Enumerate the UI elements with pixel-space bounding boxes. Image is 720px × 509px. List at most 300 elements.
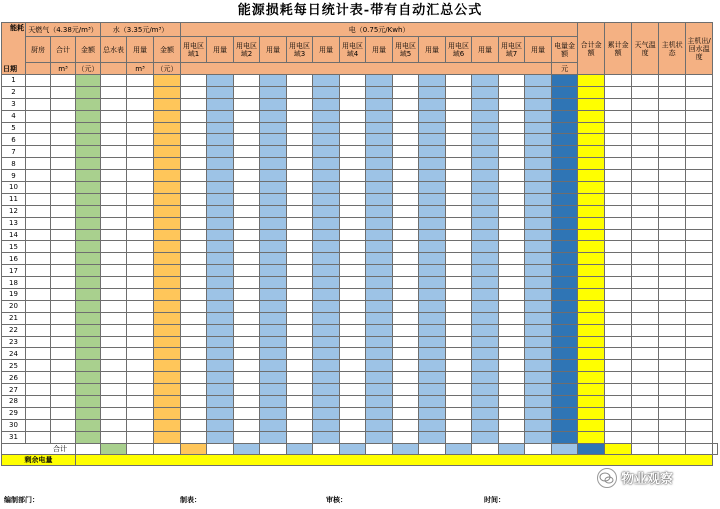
- data-cell[interactable]: [659, 277, 686, 289]
- data-cell[interactable]: [446, 384, 472, 396]
- data-cell[interactable]: [605, 289, 632, 301]
- data-cell[interactable]: [101, 158, 127, 170]
- data-cell[interactable]: [419, 407, 446, 419]
- data-cell[interactable]: [686, 324, 713, 336]
- data-cell[interactable]: [154, 134, 181, 146]
- data-cell[interactable]: [366, 193, 393, 205]
- data-cell[interactable]: [181, 98, 207, 110]
- data-cell[interactable]: [51, 146, 76, 158]
- data-cell[interactable]: [578, 396, 605, 408]
- data-cell[interactable]: [578, 360, 605, 372]
- data-cell[interactable]: [51, 110, 76, 122]
- data-cell[interactable]: [340, 134, 366, 146]
- data-cell[interactable]: [127, 419, 154, 431]
- data-cell[interactable]: [154, 360, 181, 372]
- data-cell[interactable]: [313, 431, 340, 443]
- data-cell[interactable]: [552, 98, 578, 110]
- data-cell[interactable]: [340, 431, 366, 443]
- data-cell[interactable]: [525, 75, 552, 87]
- data-cell[interactable]: [287, 300, 313, 312]
- data-cell[interactable]: [207, 336, 234, 348]
- data-cell[interactable]: [552, 122, 578, 134]
- data-cell[interactable]: [525, 324, 552, 336]
- data-cell[interactable]: [313, 110, 340, 122]
- data-cell[interactable]: [76, 158, 101, 170]
- data-cell[interactable]: [340, 419, 366, 431]
- data-cell[interactable]: [605, 419, 632, 431]
- data-cell[interactable]: [446, 312, 472, 324]
- data-cell[interactable]: [260, 193, 287, 205]
- data-cell[interactable]: [632, 193, 659, 205]
- data-cell[interactable]: [499, 241, 525, 253]
- data-cell[interactable]: [605, 336, 632, 348]
- data-cell[interactable]: [605, 396, 632, 408]
- data-cell[interactable]: [76, 205, 101, 217]
- data-cell[interactable]: [525, 134, 552, 146]
- data-cell[interactable]: [499, 229, 525, 241]
- data-cell[interactable]: [393, 134, 419, 146]
- data-cell[interactable]: [686, 265, 713, 277]
- data-cell[interactable]: [605, 193, 632, 205]
- data-cell[interactable]: [552, 419, 578, 431]
- data-cell[interactable]: [552, 431, 578, 443]
- data-cell[interactable]: [340, 277, 366, 289]
- data-cell[interactable]: [287, 336, 313, 348]
- data-cell[interactable]: [260, 122, 287, 134]
- data-cell[interactable]: [499, 110, 525, 122]
- data-cell[interactable]: [76, 86, 101, 98]
- data-cell[interactable]: [393, 300, 419, 312]
- data-cell[interactable]: [578, 277, 605, 289]
- data-cell[interactable]: [393, 384, 419, 396]
- data-cell[interactable]: [499, 396, 525, 408]
- data-cell[interactable]: [686, 384, 713, 396]
- data-cell[interactable]: [578, 158, 605, 170]
- data-cell[interactable]: [76, 110, 101, 122]
- data-cell[interactable]: [472, 170, 499, 182]
- data-cell[interactable]: [234, 312, 260, 324]
- data-cell[interactable]: [659, 312, 686, 324]
- data-cell[interactable]: [101, 372, 127, 384]
- data-cell[interactable]: [76, 122, 101, 134]
- data-cell[interactable]: [127, 182, 154, 194]
- data-cell[interactable]: [446, 86, 472, 98]
- data-cell[interactable]: [154, 348, 181, 360]
- total-cell[interactable]: [313, 443, 340, 454]
- data-cell[interactable]: [287, 193, 313, 205]
- data-cell[interactable]: [472, 265, 499, 277]
- data-cell[interactable]: [686, 419, 713, 431]
- data-cell[interactable]: [287, 312, 313, 324]
- data-cell[interactable]: [393, 336, 419, 348]
- data-cell[interactable]: [340, 360, 366, 372]
- data-cell[interactable]: [472, 419, 499, 431]
- data-cell[interactable]: [207, 182, 234, 194]
- data-cell[interactable]: [393, 289, 419, 301]
- data-cell[interactable]: [659, 170, 686, 182]
- data-cell[interactable]: [446, 158, 472, 170]
- data-cell[interactable]: [686, 289, 713, 301]
- data-cell[interactable]: [234, 158, 260, 170]
- data-cell[interactable]: [446, 134, 472, 146]
- data-cell[interactable]: [605, 205, 632, 217]
- data-cell[interactable]: [287, 265, 313, 277]
- data-cell[interactable]: [313, 407, 340, 419]
- data-cell[interactable]: [446, 98, 472, 110]
- data-cell[interactable]: [340, 75, 366, 87]
- data-cell[interactable]: [127, 336, 154, 348]
- data-cell[interactable]: [234, 193, 260, 205]
- data-cell[interactable]: [499, 407, 525, 419]
- data-cell[interactable]: [659, 431, 686, 443]
- data-cell[interactable]: [287, 217, 313, 229]
- data-cell[interactable]: [154, 253, 181, 265]
- data-cell[interactable]: [686, 158, 713, 170]
- data-cell[interactable]: [525, 360, 552, 372]
- data-cell[interactable]: [207, 98, 234, 110]
- data-cell[interactable]: [552, 158, 578, 170]
- data-cell[interactable]: [552, 241, 578, 253]
- data-cell[interactable]: [419, 336, 446, 348]
- data-cell[interactable]: [313, 289, 340, 301]
- data-cell[interactable]: [632, 75, 659, 87]
- data-cell[interactable]: [234, 134, 260, 146]
- data-cell[interactable]: [686, 146, 713, 158]
- data-cell[interactable]: [287, 348, 313, 360]
- data-cell[interactable]: [181, 170, 207, 182]
- data-cell[interactable]: [340, 312, 366, 324]
- data-cell[interactable]: [605, 217, 632, 229]
- data-cell[interactable]: [552, 86, 578, 98]
- data-cell[interactable]: [605, 122, 632, 134]
- data-cell[interactable]: [366, 360, 393, 372]
- data-cell[interactable]: [552, 205, 578, 217]
- data-cell[interactable]: [234, 300, 260, 312]
- data-cell[interactable]: [51, 265, 76, 277]
- data-cell[interactable]: [207, 146, 234, 158]
- data-cell[interactable]: [26, 396, 51, 408]
- data-cell[interactable]: [26, 193, 51, 205]
- data-cell[interactable]: [26, 324, 51, 336]
- data-cell[interactable]: [499, 134, 525, 146]
- data-cell[interactable]: [76, 372, 101, 384]
- data-cell[interactable]: [393, 146, 419, 158]
- data-cell[interactable]: [234, 265, 260, 277]
- data-cell[interactable]: [207, 158, 234, 170]
- data-cell[interactable]: [127, 98, 154, 110]
- data-cell[interactable]: [181, 158, 207, 170]
- data-cell[interactable]: [578, 134, 605, 146]
- data-cell[interactable]: [101, 431, 127, 443]
- data-cell[interactable]: [287, 170, 313, 182]
- data-cell[interactable]: [499, 384, 525, 396]
- data-cell[interactable]: [51, 229, 76, 241]
- data-cell[interactable]: [419, 396, 446, 408]
- data-cell[interactable]: [26, 277, 51, 289]
- data-cell[interactable]: [632, 336, 659, 348]
- data-cell[interactable]: [51, 98, 76, 110]
- data-cell[interactable]: [76, 407, 101, 419]
- data-cell[interactable]: [127, 324, 154, 336]
- data-cell[interactable]: [154, 277, 181, 289]
- data-cell[interactable]: [76, 182, 101, 194]
- data-cell[interactable]: [101, 419, 127, 431]
- data-cell[interactable]: [686, 348, 713, 360]
- data-cell[interactable]: [686, 229, 713, 241]
- data-cell[interactable]: [525, 312, 552, 324]
- data-cell[interactable]: [101, 396, 127, 408]
- data-cell[interactable]: [393, 372, 419, 384]
- data-cell[interactable]: [101, 312, 127, 324]
- total-cell[interactable]: [659, 443, 686, 454]
- data-cell[interactable]: [499, 158, 525, 170]
- data-cell[interactable]: [26, 300, 51, 312]
- data-cell[interactable]: [154, 431, 181, 443]
- data-cell[interactable]: [366, 122, 393, 134]
- data-cell[interactable]: [605, 277, 632, 289]
- data-cell[interactable]: [446, 75, 472, 87]
- data-cell[interactable]: [472, 158, 499, 170]
- data-cell[interactable]: [499, 146, 525, 158]
- data-cell[interactable]: [393, 75, 419, 87]
- data-cell[interactable]: [446, 360, 472, 372]
- data-cell[interactable]: [499, 312, 525, 324]
- data-cell[interactable]: [181, 372, 207, 384]
- data-cell[interactable]: [26, 229, 51, 241]
- data-cell[interactable]: [127, 110, 154, 122]
- data-cell[interactable]: [686, 396, 713, 408]
- data-cell[interactable]: [499, 193, 525, 205]
- data-cell[interactable]: [154, 241, 181, 253]
- data-cell[interactable]: [340, 348, 366, 360]
- data-cell[interactable]: [578, 312, 605, 324]
- total-cell[interactable]: [154, 443, 181, 454]
- data-cell[interactable]: [366, 336, 393, 348]
- data-cell[interactable]: [659, 134, 686, 146]
- data-cell[interactable]: [472, 205, 499, 217]
- data-cell[interactable]: [525, 384, 552, 396]
- data-cell[interactable]: [578, 289, 605, 301]
- data-cell[interactable]: [76, 134, 101, 146]
- data-cell[interactable]: [76, 146, 101, 158]
- data-cell[interactable]: [101, 300, 127, 312]
- data-cell[interactable]: [260, 372, 287, 384]
- data-cell[interactable]: [26, 431, 51, 443]
- data-cell[interactable]: [366, 110, 393, 122]
- data-cell[interactable]: [419, 348, 446, 360]
- data-cell[interactable]: [287, 122, 313, 134]
- data-cell[interactable]: [525, 158, 552, 170]
- data-cell[interactable]: [366, 265, 393, 277]
- data-cell[interactable]: [578, 265, 605, 277]
- data-cell[interactable]: [234, 277, 260, 289]
- data-cell[interactable]: [686, 170, 713, 182]
- data-cell[interactable]: [393, 407, 419, 419]
- data-cell[interactable]: [578, 324, 605, 336]
- data-cell[interactable]: [313, 253, 340, 265]
- data-cell[interactable]: [51, 324, 76, 336]
- data-cell[interactable]: [313, 241, 340, 253]
- data-cell[interactable]: [26, 158, 51, 170]
- data-cell[interactable]: [287, 277, 313, 289]
- data-cell[interactable]: [101, 182, 127, 194]
- data-cell[interactable]: [127, 86, 154, 98]
- data-cell[interactable]: [686, 312, 713, 324]
- data-cell[interactable]: [260, 86, 287, 98]
- data-cell[interactable]: [446, 229, 472, 241]
- data-cell[interactable]: [393, 419, 419, 431]
- data-cell[interactable]: [632, 396, 659, 408]
- data-cell[interactable]: [154, 182, 181, 194]
- data-cell[interactable]: [552, 396, 578, 408]
- data-cell[interactable]: [632, 241, 659, 253]
- data-cell[interactable]: [419, 170, 446, 182]
- data-cell[interactable]: [51, 300, 76, 312]
- data-cell[interactable]: [552, 300, 578, 312]
- data-cell[interactable]: [499, 253, 525, 265]
- data-cell[interactable]: [632, 205, 659, 217]
- data-cell[interactable]: [76, 241, 101, 253]
- data-cell[interactable]: [472, 336, 499, 348]
- data-cell[interactable]: [26, 289, 51, 301]
- data-cell[interactable]: [552, 134, 578, 146]
- data-cell[interactable]: [366, 146, 393, 158]
- data-cell[interactable]: [154, 324, 181, 336]
- data-cell[interactable]: [472, 348, 499, 360]
- total-cell[interactable]: [578, 443, 605, 454]
- data-cell[interactable]: [260, 134, 287, 146]
- data-cell[interactable]: [207, 348, 234, 360]
- data-cell[interactable]: [154, 217, 181, 229]
- data-cell[interactable]: [366, 431, 393, 443]
- data-cell[interactable]: [393, 277, 419, 289]
- data-cell[interactable]: [552, 253, 578, 265]
- data-cell[interactable]: [181, 110, 207, 122]
- data-cell[interactable]: [632, 277, 659, 289]
- data-cell[interactable]: [101, 170, 127, 182]
- data-cell[interactable]: [605, 134, 632, 146]
- data-cell[interactable]: [419, 134, 446, 146]
- data-cell[interactable]: [287, 360, 313, 372]
- data-cell[interactable]: [525, 229, 552, 241]
- data-cell[interactable]: [76, 431, 101, 443]
- data-cell[interactable]: [605, 110, 632, 122]
- data-cell[interactable]: [419, 98, 446, 110]
- data-cell[interactable]: [340, 170, 366, 182]
- data-cell[interactable]: [207, 396, 234, 408]
- data-cell[interactable]: [419, 312, 446, 324]
- data-cell[interactable]: [366, 372, 393, 384]
- data-cell[interactable]: [446, 419, 472, 431]
- total-cell[interactable]: [686, 443, 713, 454]
- data-cell[interactable]: [552, 193, 578, 205]
- data-cell[interactable]: [366, 277, 393, 289]
- data-cell[interactable]: [393, 324, 419, 336]
- data-cell[interactable]: [313, 312, 340, 324]
- data-cell[interactable]: [419, 360, 446, 372]
- data-cell[interactable]: [499, 98, 525, 110]
- data-cell[interactable]: [181, 419, 207, 431]
- data-cell[interactable]: [366, 324, 393, 336]
- data-cell[interactable]: [632, 312, 659, 324]
- data-cell[interactable]: [472, 146, 499, 158]
- data-cell[interactable]: [632, 158, 659, 170]
- data-cell[interactable]: [127, 348, 154, 360]
- data-cell[interactable]: [605, 158, 632, 170]
- data-cell[interactable]: [234, 182, 260, 194]
- data-cell[interactable]: [101, 253, 127, 265]
- data-cell[interactable]: [686, 193, 713, 205]
- data-cell[interactable]: [499, 182, 525, 194]
- data-cell[interactable]: [632, 217, 659, 229]
- data-cell[interactable]: [366, 396, 393, 408]
- data-cell[interactable]: [419, 110, 446, 122]
- data-cell[interactable]: [51, 396, 76, 408]
- total-cell[interactable]: [260, 443, 287, 454]
- data-cell[interactable]: [659, 265, 686, 277]
- data-cell[interactable]: [472, 277, 499, 289]
- data-cell[interactable]: [659, 372, 686, 384]
- data-cell[interactable]: [605, 348, 632, 360]
- data-cell[interactable]: [234, 86, 260, 98]
- data-cell[interactable]: [686, 110, 713, 122]
- data-cell[interactable]: [127, 122, 154, 134]
- data-cell[interactable]: [234, 360, 260, 372]
- data-cell[interactable]: [525, 110, 552, 122]
- data-cell[interactable]: [26, 312, 51, 324]
- data-cell[interactable]: [154, 419, 181, 431]
- data-cell[interactable]: [26, 253, 51, 265]
- data-cell[interactable]: [393, 431, 419, 443]
- data-cell[interactable]: [419, 419, 446, 431]
- total-cell[interactable]: [472, 443, 499, 454]
- total-cell[interactable]: [525, 443, 552, 454]
- data-cell[interactable]: [393, 348, 419, 360]
- data-cell[interactable]: [154, 372, 181, 384]
- data-cell[interactable]: [287, 241, 313, 253]
- data-cell[interactable]: [578, 348, 605, 360]
- data-cell[interactable]: [659, 253, 686, 265]
- data-cell[interactable]: [313, 170, 340, 182]
- data-cell[interactable]: [366, 289, 393, 301]
- data-cell[interactable]: [127, 170, 154, 182]
- data-cell[interactable]: [393, 312, 419, 324]
- data-cell[interactable]: [287, 134, 313, 146]
- data-cell[interactable]: [181, 193, 207, 205]
- data-cell[interactable]: [207, 289, 234, 301]
- data-cell[interactable]: [525, 407, 552, 419]
- data-cell[interactable]: [578, 300, 605, 312]
- data-cell[interactable]: [393, 205, 419, 217]
- data-cell[interactable]: [659, 205, 686, 217]
- data-cell[interactable]: [207, 265, 234, 277]
- data-cell[interactable]: [472, 241, 499, 253]
- data-cell[interactable]: [260, 407, 287, 419]
- data-cell[interactable]: [472, 289, 499, 301]
- data-cell[interactable]: [127, 396, 154, 408]
- data-cell[interactable]: [632, 182, 659, 194]
- data-cell[interactable]: [578, 253, 605, 265]
- data-cell[interactable]: [101, 277, 127, 289]
- data-cell[interactable]: [446, 336, 472, 348]
- data-cell[interactable]: [101, 193, 127, 205]
- data-cell[interactable]: [686, 300, 713, 312]
- data-cell[interactable]: [552, 348, 578, 360]
- data-cell[interactable]: [632, 300, 659, 312]
- data-cell[interactable]: [313, 372, 340, 384]
- data-cell[interactable]: [51, 182, 76, 194]
- data-cell[interactable]: [154, 86, 181, 98]
